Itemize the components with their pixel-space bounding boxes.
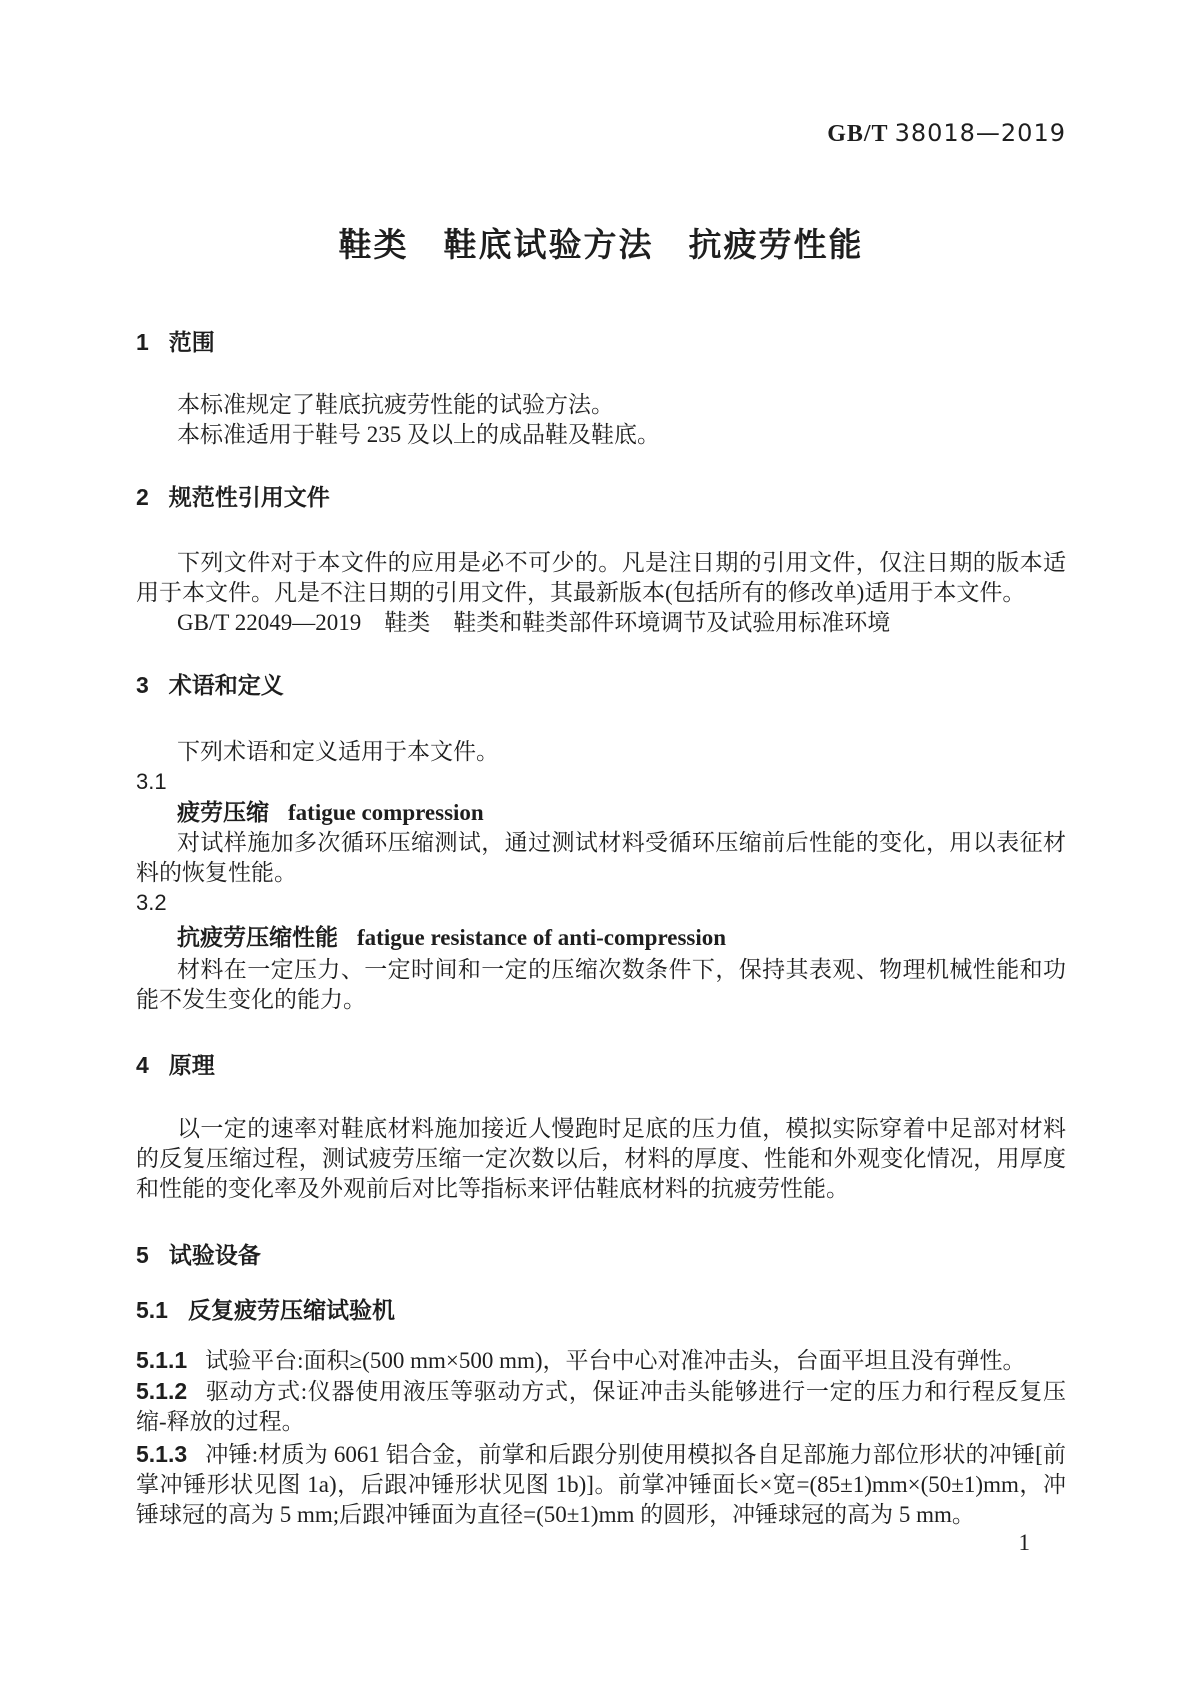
- paragraph-scope-2: 本标准适用于鞋号 235 及以上的成品鞋及鞋底。: [177, 422, 660, 447]
- document-title: 鞋类 鞋底试验方法 抗疲劳性能: [338, 226, 864, 263]
- term-zh: 疲劳压缩: [177, 799, 269, 825]
- section-number: 3: [136, 672, 149, 698]
- standard-code-number: 38018—2019: [894, 119, 1066, 147]
- term-definition: 对试样施加多次循环压缩测试，通过测试材料受循环压缩前后性能的变化，用以表征材料的恢复性能。: [136, 830, 1066, 885]
- page-header: [136, 120, 1066, 147]
- term-definition: 材料在一定压力、一定时间和一定的压缩次数条件下，保持其表观、物理机械性能和功能不发生变化的能力。: [136, 957, 1066, 1012]
- term-entry-title: [136, 922, 1066, 953]
- page-content: [136, 0, 1066, 1530]
- section-title: 范围: [168, 329, 215, 355]
- clause-text: 冲锤:材质为 6061 铝合金，前掌和后跟分别使用模拟各自足部施力部位形状的冲锤[前掌冲锤形状见图 1a)，后跟冲锤形状见图 1b)]。前掌冲锤面长×宽=(85±1)mm×(50±1)mm，冲锤球冠的高为 5 mm;后跟冲锤面为直径=(50±1)mm 的圆形，冲锤球冠的高为 5 mm。: [136, 1442, 1066, 1527]
- subsection-number: 5.1: [136, 1297, 168, 1323]
- section-title: 术语和定义: [168, 672, 284, 698]
- section-number: 2: [136, 484, 149, 510]
- subsection-title: 反复疲劳压缩试验机: [187, 1297, 395, 1323]
- paragraph-normative-refs: 下列文件对于本文件的应用是必不可少的。凡是注日期的引用文件，仅注日期的版本适用于本文件。凡是不注日期的引用文件，其最新版本(包括所有的修改单)适用于本文件。: [136, 550, 1066, 605]
- clause-text: 驱动方式:仪器使用液压等驱动方式，保证冲击头能够进行一定的压力和行程反复压缩-释放的过程。: [136, 1379, 1066, 1434]
- clause-impact-hammer: [136, 1439, 1066, 1530]
- section-title: 原理: [168, 1052, 215, 1078]
- term-en: fatigue resistance of anti-compression: [357, 925, 727, 950]
- standard-code-prefix: GB/T: [827, 121, 889, 147]
- paragraph-principle: 以一定的速率对鞋底材料施加接近人慢跑时足底的压力值，模拟实际穿着中足部对材料的反复压缩过程，测试疲劳压缩一定次数以后，材料的厚度、性能和外观变化情况，用厚度和性能的变化率及外观前后对比等指标来评估鞋底材料的抗疲劳性能。: [136, 1116, 1066, 1201]
- clause-number: 5.1.3: [136, 1441, 188, 1467]
- subsection-heading-fatigue-machine: [136, 1295, 1066, 1325]
- term-en: fatigue compression: [288, 800, 484, 825]
- term-entry-number: 3.2: [136, 890, 167, 915]
- clause-text: 试验平台:面积≥(500 mm×500 mm)，平台中心对准冲击头，台面平坦且没有弹性。: [205, 1348, 1026, 1373]
- normative-reference-entry: GB/T 22049—2019 鞋类 鞋类和鞋类部件环境调节及试验用标准环境: [177, 610, 891, 635]
- clause-number: 5.1.1: [136, 1347, 188, 1373]
- section-heading-principle: [136, 1050, 1066, 1080]
- term-entry-title: [136, 797, 1066, 828]
- section-heading-scope: [136, 327, 1066, 357]
- section-title: 试验设备: [168, 1242, 261, 1268]
- clause-number: 5.1.2: [136, 1378, 188, 1404]
- paragraph-scope-1: 本标准规定了鞋底抗疲劳性能的试验方法。: [177, 392, 614, 417]
- section-heading-normative-refs: [136, 482, 1066, 512]
- section-title: 规范性引用文件: [168, 484, 330, 510]
- section-heading-equipment: [136, 1240, 1066, 1270]
- page-footer: [1019, 1528, 1031, 1558]
- term-zh: 抗疲劳压缩性能: [177, 924, 338, 950]
- clause-drive-mode: [136, 1376, 1066, 1437]
- page-number: 1: [1018, 1530, 1030, 1555]
- section-heading-terms: [136, 670, 1066, 700]
- section-number: 4: [136, 1052, 149, 1078]
- clause-test-platform: [136, 1345, 1066, 1376]
- term-entry-number: 3.1: [136, 769, 167, 794]
- paragraph-terms-intro: 下列术语和定义适用于本文件。: [177, 739, 499, 764]
- section-number: 5: [136, 1242, 149, 1268]
- section-number: 1: [136, 329, 149, 355]
